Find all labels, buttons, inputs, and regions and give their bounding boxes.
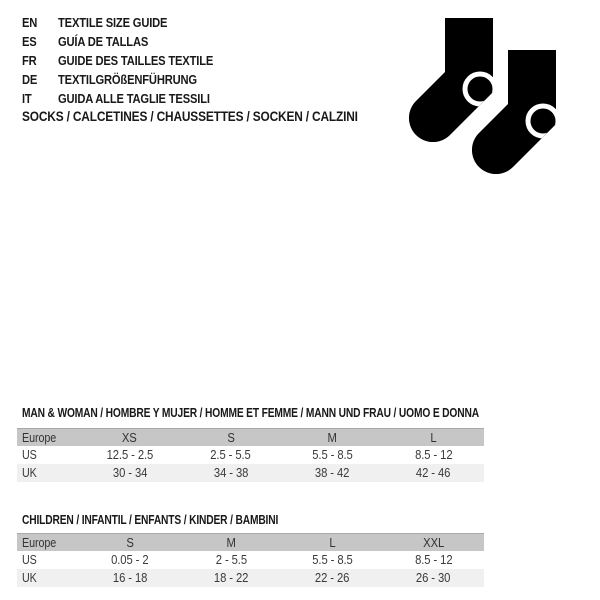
- language-row-de: [22, 70, 238, 89]
- size-value: 12.5 - 2.5: [106, 448, 153, 462]
- row-label: US: [22, 553, 37, 567]
- size-value: 42 - 46: [416, 466, 451, 480]
- size-value: 22 - 26: [314, 571, 350, 585]
- column-header: L: [430, 430, 437, 445]
- size-value: 16 - 18: [112, 571, 147, 585]
- size-value: 30 - 34: [112, 466, 147, 480]
- table-title-man-woman: MAN & WOMAN / HOMBRE Y MUJER / HOMME ET FEMME / MANN UND FRAU / UOMO E DONNA: [22, 406, 479, 420]
- size-value: 0.05 - 2: [110, 553, 149, 567]
- language-row-en: [22, 13, 238, 32]
- row-label: US: [22, 448, 37, 462]
- table-title-children: CHILDREN / INFANTIL / ENFANTS / KINDER / BAMBINI: [22, 513, 279, 527]
- table-row-uk: [17, 569, 484, 587]
- size-value: 38 - 42: [314, 466, 350, 480]
- table-row-uk: [17, 464, 484, 482]
- size-value: 5.5 - 8.5: [311, 448, 353, 462]
- language-label: TEXTILE SIZE GUIDE: [58, 15, 168, 30]
- column-header: Europe: [22, 535, 57, 550]
- column-header: M: [226, 535, 236, 550]
- language-code: ES: [22, 34, 37, 49]
- table-header-row: [17, 533, 484, 551]
- size-value: 8.5 - 12: [414, 448, 453, 462]
- column-header: Europe: [22, 430, 57, 445]
- size-table-children: [17, 533, 484, 587]
- language-row-es: [22, 32, 238, 51]
- row-label: UK: [22, 466, 37, 480]
- language-list: [22, 13, 238, 108]
- table-row-us: [17, 551, 484, 569]
- sock-back-heel: [465, 74, 495, 104]
- language-code: FR: [22, 53, 37, 68]
- column-header: M: [327, 430, 337, 445]
- language-code: EN: [22, 15, 38, 30]
- language-code: DE: [22, 72, 38, 87]
- column-header: XS: [122, 430, 138, 445]
- size-value: 18 - 22: [213, 571, 249, 585]
- language-label: GUÍA DE TALLAS: [58, 34, 149, 49]
- size-value: 2 - 5.5: [215, 553, 247, 567]
- size-table-man-woman: [17, 428, 484, 482]
- column-header: S: [227, 430, 235, 445]
- table-header-row: [17, 428, 484, 446]
- language-code: IT: [22, 91, 32, 106]
- sock-front-heel: [528, 106, 558, 136]
- size-value: 34 - 38: [213, 466, 249, 480]
- column-header: S: [125, 535, 134, 550]
- language-label: TEXTILGRÖßENFÜHRUNG: [58, 72, 197, 87]
- table-row-us: [17, 446, 484, 464]
- row-label: UK: [22, 571, 37, 585]
- language-row-it: [22, 89, 238, 108]
- size-value: 26 - 30: [416, 571, 451, 585]
- language-label: GUIDA ALLE TAGLIE TESSILI: [58, 91, 210, 106]
- column-header: XXL: [422, 535, 444, 550]
- column-header: L: [329, 535, 336, 550]
- size-value: 2.5 - 5.5: [210, 448, 252, 462]
- language-row-fr: [22, 51, 238, 70]
- language-label: GUIDE DES TAILLES TEXTILE: [58, 53, 214, 68]
- category-title: SOCKS / CALCETINES / CHAUSSETTES / SOCKEN / CALZINI: [22, 108, 358, 124]
- socks-icon: [405, 10, 565, 180]
- size-value: 5.5 - 8.5: [311, 553, 353, 567]
- size-value: 8.5 - 12: [414, 553, 453, 567]
